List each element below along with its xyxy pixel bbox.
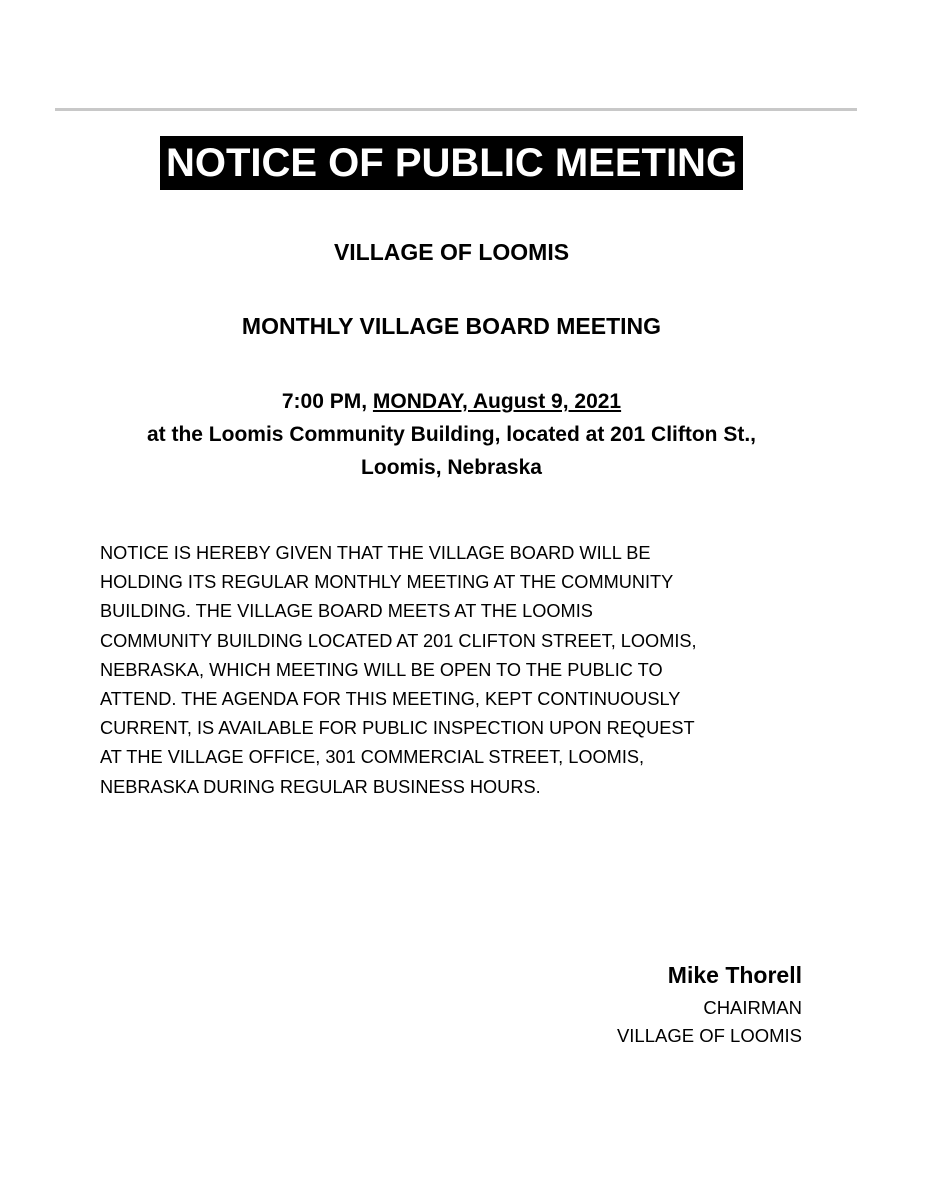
meeting-date: MONDAY, August 9, 2021 (372, 390, 622, 413)
notice-banner-container (0, 136, 903, 190)
signature-block (617, 960, 802, 1050)
village-title: VILLAGE OF LOOMIS (333, 239, 570, 265)
signatory-organization: VILLAGE OF LOOMIS (616, 1025, 802, 1046)
signatory-title: CHAIRMAN (703, 997, 802, 1018)
meeting-location-line2: Loomis, Nebraska (361, 456, 542, 479)
top-divider (55, 108, 857, 111)
meeting-time: 7:00 PM, (281, 390, 368, 413)
notice-body: NOTICE IS HEREBY GIVEN THAT THE VILLAGE BOARD WILL BE HOLDING ITS REGULAR MONTHLY MEETING AT THE COMMUNITY BUILDING. THE VILLAGE BOARD MEETS AT THE LOOMIS COMMUNITY BUILDING LOCATED AT 201 CLIFTON STREET, LOOMIS, NEBRASKA, WHICH MEETING WILL BE OPEN TO THE PUBLIC TO ATTEND. THE AGENDA FOR THIS MEETING, KEPT CONTINUOUSLY CURRENT, IS AVAILABLE FOR PUBLIC INSPECTION UPON REQUEST AT THE VILLAGE OFFICE, 301 COMMERCIAL STREET, LOOMIS, NEBRASKA DURING REGULAR BUSINESS HOURS. (100, 543, 697, 797)
meeting-location-line1: at the Loomis Community Building, located at 201 Clifton St., (146, 423, 757, 446)
notice-banner: NOTICE OF PUBLIC MEETING (160, 136, 743, 190)
signatory-name: Mike Thorell (667, 962, 802, 988)
meeting-details (0, 385, 903, 484)
meeting-title: MONTHLY VILLAGE BOARD MEETING (241, 313, 662, 339)
meeting-datetime (0, 385, 903, 418)
